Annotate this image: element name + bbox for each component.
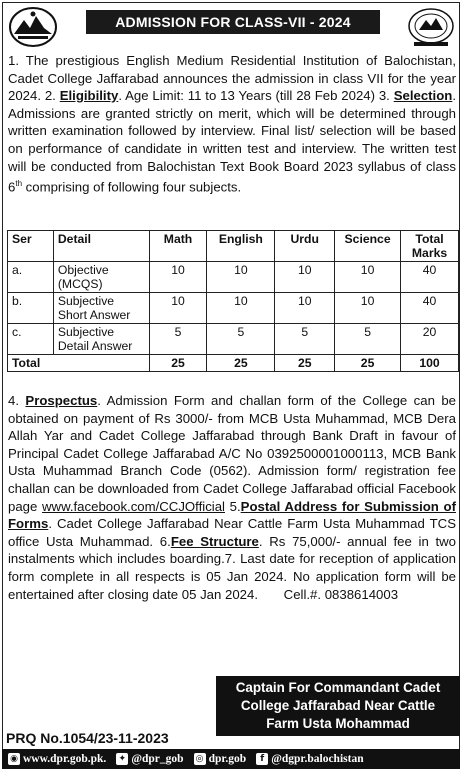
footer-facebook[interactable] xyxy=(256,753,363,765)
details-text-e: . Rs 75,000/- annual fee in two instalments which includes boarding.7. Last date for reception of application form complete in all respects is 05 Jan 2024. No application form will be entertained after closing date 05 Jan 2024. xyxy=(8,533,457,602)
prospectus-heading: Prospectus xyxy=(25,393,98,408)
cell-detail: Subjective Short Answer xyxy=(53,293,149,324)
intro-text-d: comprising of following four subjects. xyxy=(22,179,242,195)
selection-heading: Selection xyxy=(393,88,453,104)
col-science: Science xyxy=(335,231,401,262)
cell-total: 40 xyxy=(401,262,459,293)
total-science: 25 xyxy=(335,355,401,372)
facebook-page-link[interactable]: www.facebook.com/CCJOfficial xyxy=(42,498,225,514)
postal-address-heading: Postal Address for Submission of Forms xyxy=(8,498,456,532)
footer-website[interactable] xyxy=(8,753,106,765)
col-ser: Ser xyxy=(8,231,54,262)
cell-math: 10 xyxy=(149,262,207,293)
cell-urdu: 5 xyxy=(275,324,335,355)
cell-science: 5 xyxy=(335,324,401,355)
fee-structure-heading: Fee Structure xyxy=(170,533,259,549)
total-english: 25 xyxy=(207,355,275,372)
cell-science: 10 xyxy=(335,293,401,324)
table-row xyxy=(8,262,459,293)
table-row xyxy=(8,324,459,355)
cell-english: 10 xyxy=(207,293,275,324)
cell-math: 10 xyxy=(149,293,207,324)
total-label: Total xyxy=(8,355,150,372)
col-english: English xyxy=(207,231,275,262)
intro-text-c: . Admissions are granted strictly on merit, which will be determined through written examination followed by interview. Final list/ selection will be based on performance of candidate in written test and interview. The written test will be conducted from Balochistan Text Book Board 2023 syllabus of class 6 xyxy=(8,88,457,195)
col-detail: Detail xyxy=(53,231,149,262)
cell-detail: Objective (MCQS) xyxy=(53,262,149,293)
signature-block xyxy=(216,676,460,736)
page-title: ADMISSION FOR CLASS-VII - 2024 xyxy=(86,10,380,34)
cell-ser: a. xyxy=(8,262,54,293)
twitter-text: @dpr_gob xyxy=(131,753,184,765)
cell-math: 5 xyxy=(149,324,207,355)
footer-bar xyxy=(2,749,460,769)
cell-detail: Subjective Detail Answer xyxy=(53,324,149,355)
cell-ser: c. xyxy=(8,324,54,355)
col-total-marks: Total Marks xyxy=(401,231,459,262)
instagram-text: dpr.gob xyxy=(208,753,247,765)
cell-science: 10 xyxy=(335,262,401,293)
table-total-row xyxy=(8,355,459,372)
cell-number: Cell.#. 0838614003 xyxy=(283,586,399,602)
prq-number: PRQ No.1054/23-11-2023 xyxy=(6,730,169,746)
signature-line-3: Farm Usta Mohammad xyxy=(266,716,410,731)
cell-total: 20 xyxy=(401,324,459,355)
college-crest-logo xyxy=(406,6,456,48)
signature-line-2: College Jaffarabad Near Cattle xyxy=(240,698,436,713)
twitter-icon: ✦ xyxy=(116,753,128,765)
details-text-d: . Cadet College Jaffarabad Near Cattle Farm Usta Muhammad TCS office Usta Muhammad. 6. xyxy=(8,516,456,549)
details-text-b: . Admission Form and challan form of the College can be obtained on payment of Rs 3000/- from MCB Usta Muhammad, MCB Dera Allah Yar and Cadet College Jaffarabad through Bank Draft in favour of Principal Cadet College Jaffarabad A/C No 0392500001000113, MCB Bank Usta Muhammad Branch Code (0562). Admission form/ registration fee challan can be downloaded from Cadet College Jaffarabad official Facebook page xyxy=(8,393,456,514)
details-text-a: 4. xyxy=(8,393,26,408)
header xyxy=(6,4,458,50)
footer-instagram[interactable] xyxy=(194,753,247,765)
col-math: Math xyxy=(149,231,207,262)
website-text: www.dpr.gob.pk. xyxy=(23,753,107,765)
table-header-row xyxy=(8,231,459,262)
globe-icon: ◉ xyxy=(8,753,20,765)
balochistan-emblem-logo xyxy=(8,6,58,48)
col-urdu: Urdu xyxy=(275,231,335,262)
eligibility-heading: Eligibility xyxy=(59,88,119,104)
intro-paragraph xyxy=(8,52,456,196)
details-text-c: 5. xyxy=(225,498,241,514)
table-row xyxy=(8,293,459,324)
cell-urdu: 10 xyxy=(275,262,335,293)
intro-text-b: . Age Limit: 11 to 13 Years (till 28 Feb 2024) 3. xyxy=(118,88,394,104)
details-paragraph xyxy=(8,392,456,603)
cell-ser: b. xyxy=(8,293,54,324)
footer-twitter[interactable] xyxy=(116,753,183,765)
total-math: 25 xyxy=(149,355,207,372)
instagram-icon: ◎ xyxy=(194,753,206,765)
facebook-text: @dgpr.balochistan xyxy=(271,753,364,765)
total-urdu: 25 xyxy=(275,355,335,372)
facebook-icon: f xyxy=(256,753,268,765)
cell-english: 10 xyxy=(207,262,275,293)
cell-urdu: 10 xyxy=(275,293,335,324)
signature-line-1: Captain For Commandant Cadet xyxy=(235,680,441,695)
cell-total: 40 xyxy=(401,293,459,324)
cell-english: 5 xyxy=(207,324,275,355)
total-marks: 100 xyxy=(401,355,459,372)
subjects-table xyxy=(7,230,459,372)
intro-text-a: 1. The prestigious English Medium Residential Institution of Balochistan, Cadet College Jaffarabad announces the admission in class VII for the year 2024. 2. xyxy=(8,53,456,104)
superscript-th: th xyxy=(15,179,23,189)
